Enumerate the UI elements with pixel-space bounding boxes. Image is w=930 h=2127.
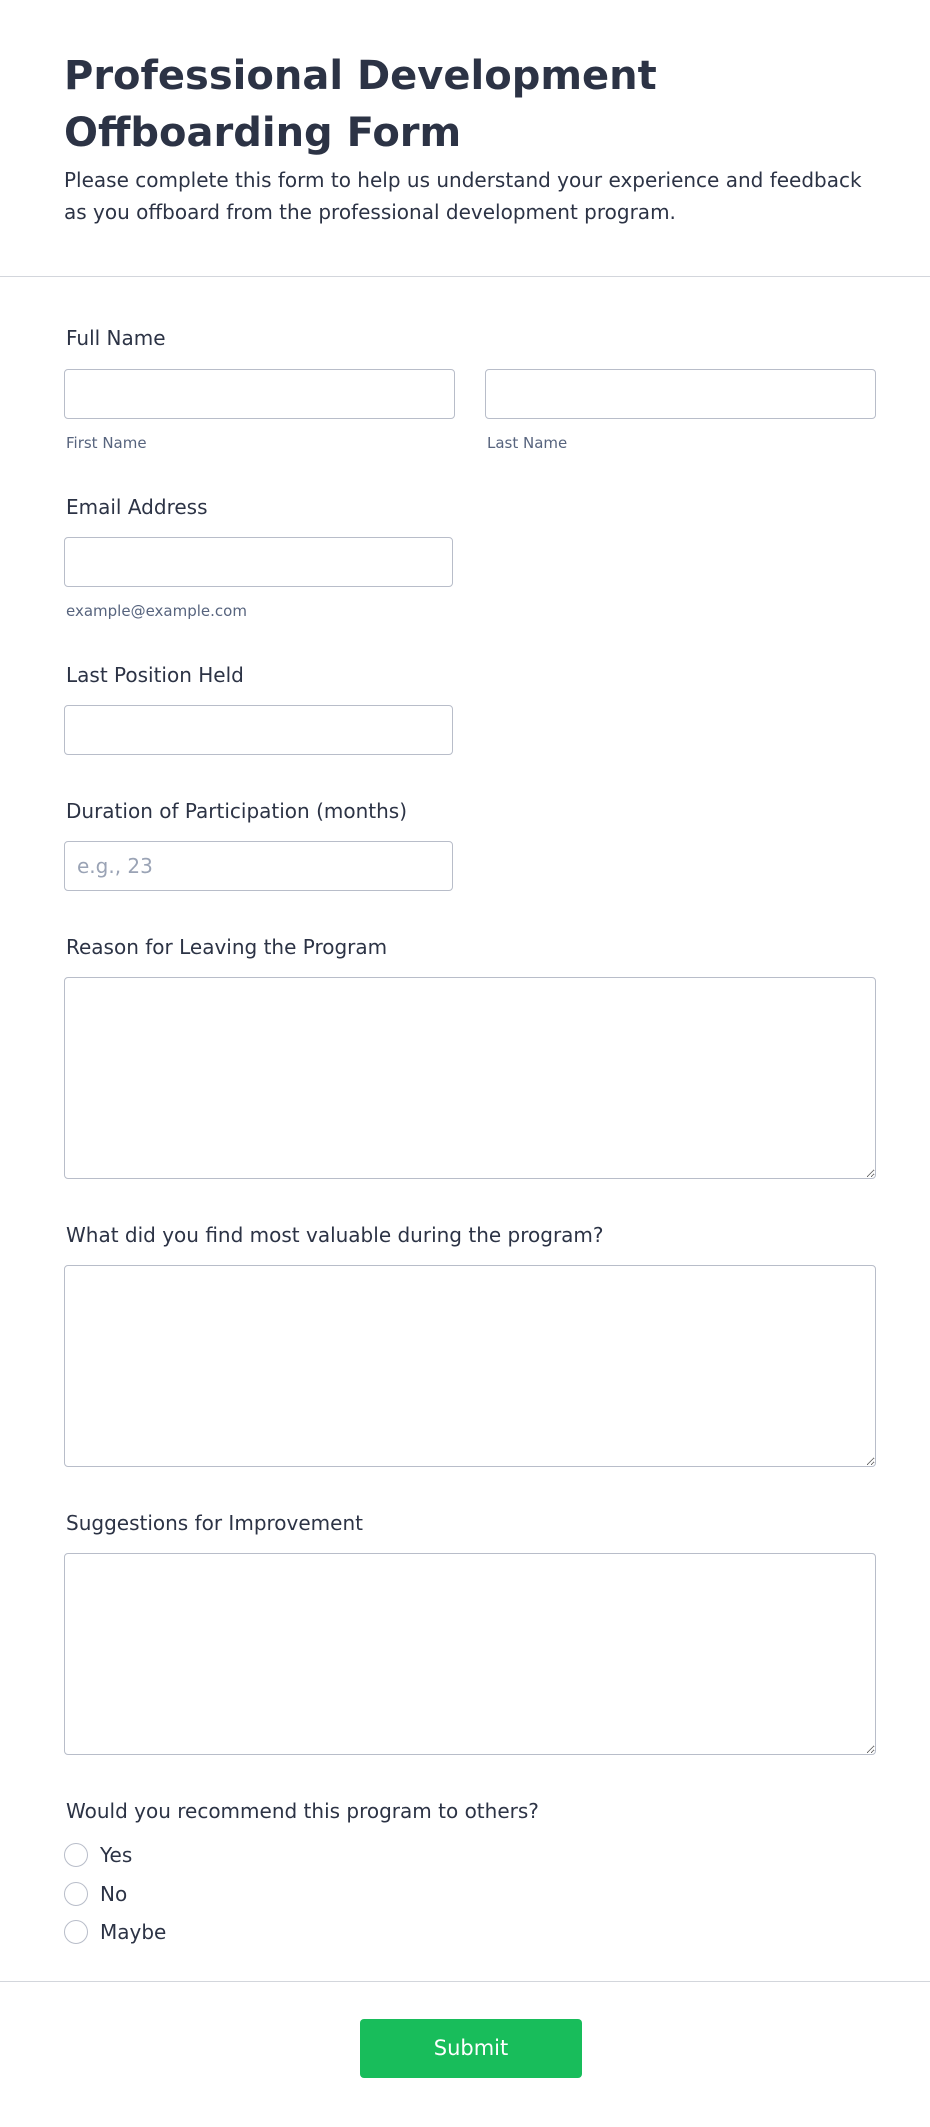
recommend-label: Would you recommend this program to others? [66,1799,539,1823]
email-label: Email Address [66,495,208,519]
recommend-option-yes[interactable] [64,1841,132,1869]
radio-label: Maybe [100,1920,167,1944]
email-sublabel: example@example.com [66,602,247,620]
radio-button[interactable] [64,1920,88,1944]
last-position-input[interactable] [64,705,453,755]
valuable-label: What did you find most valuable during the program? [66,1223,604,1247]
recommend-option-maybe[interactable] [64,1918,166,1946]
radio-button[interactable] [64,1882,88,1906]
duration-input[interactable] [64,841,453,891]
last-position-label: Last Position Held [66,663,244,687]
last-name-input[interactable] [485,369,876,419]
valuable-textarea[interactable] [64,1265,876,1467]
reason-textarea[interactable] [64,977,876,1179]
footer-divider [0,1981,930,1982]
radio-label: Yes [100,1843,133,1867]
header-divider [0,276,930,277]
first-name-sublabel: First Name [66,434,147,452]
suggestions-label: Suggestions for Improvement [66,1511,363,1535]
last-name-sublabel: Last Name [487,434,568,452]
duration-label: Duration of Participation (months) [66,799,408,823]
submit-button[interactable]: Submit [360,2019,582,2078]
radio-label: No [100,1882,128,1906]
recommend-option-no[interactable] [64,1880,127,1908]
form-title: Professional Development Offboarding Form [64,53,657,156]
email-input[interactable] [64,537,453,587]
full-name-label: Full Name [66,326,166,350]
suggestions-textarea[interactable] [64,1553,876,1755]
form-description: Please complete this form to help us understand your experience and feedback as you offboard from the professional development program. [64,168,862,224]
first-name-input[interactable] [64,369,455,419]
reason-label: Reason for Leaving the Program [66,935,388,959]
radio-button[interactable] [64,1843,88,1867]
